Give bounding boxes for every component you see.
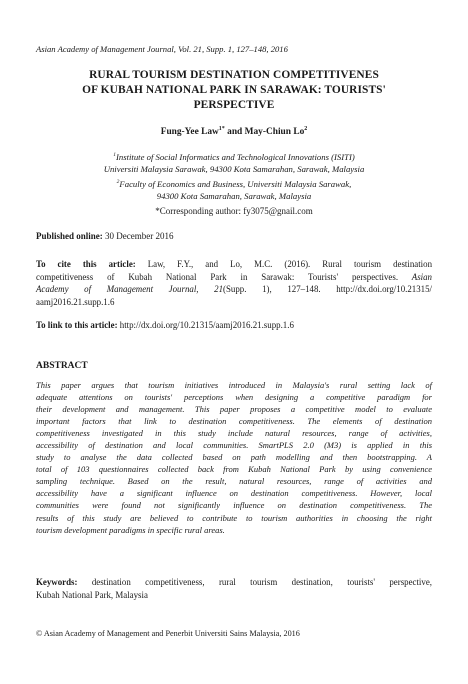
affiliation-superscript: 2 (116, 178, 120, 185)
abstract-line: total of 103 questionnaires collected back from Kubah National Park by using convenience (36, 464, 432, 475)
copyright-footer: © Asian Academy of Management and Penerbit Universiti Sains Malaysia, 2016 (36, 629, 300, 638)
abstract-line: communities were found not significantly influence on destination competitiveness. The (36, 500, 432, 511)
abstract-line: accessibility of destination and local communities. SmartPLS 2.0 (M3) is applied in this (36, 440, 432, 451)
affiliation-line: $^1$Institute of Social Informatics and Technological Innovations (ISITI) (113, 151, 355, 162)
published-date: 30 December 2016 (102, 231, 174, 241)
abstract-heading: ABSTRACT (36, 361, 88, 371)
title-line: RURAL TOURISM DESTINATION COMPETITIVENES (89, 69, 379, 81)
author-superscript: 2 (304, 126, 308, 132)
abstract-line: study to analyse the data collected based on path modelling and then bootstrapping. A (36, 452, 432, 463)
published-online (36, 231, 174, 241)
title-line: PERSPECTIVE (193, 99, 275, 111)
author-name: Fung-Yee Law (160, 127, 219, 138)
keywords-label: Keywords: (36, 577, 78, 587)
abstract-line: competitiveness investigated in this study include natural resources, range of activities, (36, 428, 432, 439)
affiliation-line: 94300 Kota Samarahan, Sarawak, Malaysia (156, 191, 312, 201)
affiliation-superscript: 1 (113, 152, 116, 158)
affiliations (0, 149, 468, 202)
article-link (36, 320, 294, 330)
keywords-line: Kubah National Park, Malaysia (36, 589, 148, 600)
abstract-line: tourism development paradigms in specific rural areas. (36, 524, 225, 535)
keywords-line: Keywords: destination competitiveness, rural tourism destination, tourists' perspective, (36, 577, 432, 587)
author-name: May-Chiun Lo (244, 127, 305, 138)
running-head: Asian Academy of Management Journal, Vol. 21, Supp. 1, 127–148, 2016 (36, 44, 288, 54)
abstract-body (36, 379, 432, 536)
keywords-block (36, 576, 432, 601)
citation-line: competitiveness of Kubah National Park in Sarawak: Tourists' perspectives. Asian (36, 271, 432, 282)
citation-line: aamj2016.21.supp.1.6 (36, 296, 115, 307)
link-label: To link to this article: (36, 320, 118, 330)
author-conjunction: and (224, 127, 245, 138)
citation-label: To cite this article: (36, 259, 136, 269)
corresponding-author: *Corresponding author: fy3075@gnail.com (155, 206, 313, 216)
abstract-line: This paper argues that tourism initiatives introduced in Malaysia's rural setting lack of (36, 380, 432, 390)
abstract-line: adequate attentions on tourists' perceptions when designing a competitive paradigm for (36, 392, 432, 403)
citation-block (36, 258, 432, 308)
abstract-line: sampling technique. Based on the result, natural resources, range of activities and (36, 476, 432, 487)
author-superscript: 1* (218, 126, 225, 132)
abstract-line: results of this study are believed to contribute to tourism authorities in choosing the right (36, 512, 432, 523)
citation-line: To cite this article: Law, F.Y., and Lo, M.C. (2016). Rural tourism destination (36, 259, 433, 269)
doi-link[interactable]: http://dx.doi.org/10.21315/aamj2016.21.supp.1.6 (117, 320, 294, 330)
affiliation-line: Universiti Malaysia Sarawak, 94300 Kota Samarahan, Sarawak, Malaysia (103, 164, 365, 175)
citation-line: Academy of Management Journal, 21(Supp. 1), 127–148. http://dx.doi.org/10.21315/ (36, 284, 433, 295)
author-list (0, 126, 468, 137)
abstract-line: important factors that link to destination competitiveness. The elements of destination (36, 416, 432, 427)
published-label: Published online: (36, 231, 103, 241)
paper-title (40, 68, 428, 113)
affiliation-line: $^2$Faculty of Economics and Business, Universiti Malaysia Sarawak, (116, 178, 352, 189)
title-line: OF KUBAH NATIONAL PARK IN SARAWAK: TOURISTS' (82, 84, 386, 96)
abstract-line: accessibility have a significant influence on destination competitiveness. However, local (36, 488, 432, 499)
abstract-line: their development and management. This paper proposes a competitive model to evaluate (36, 404, 432, 415)
